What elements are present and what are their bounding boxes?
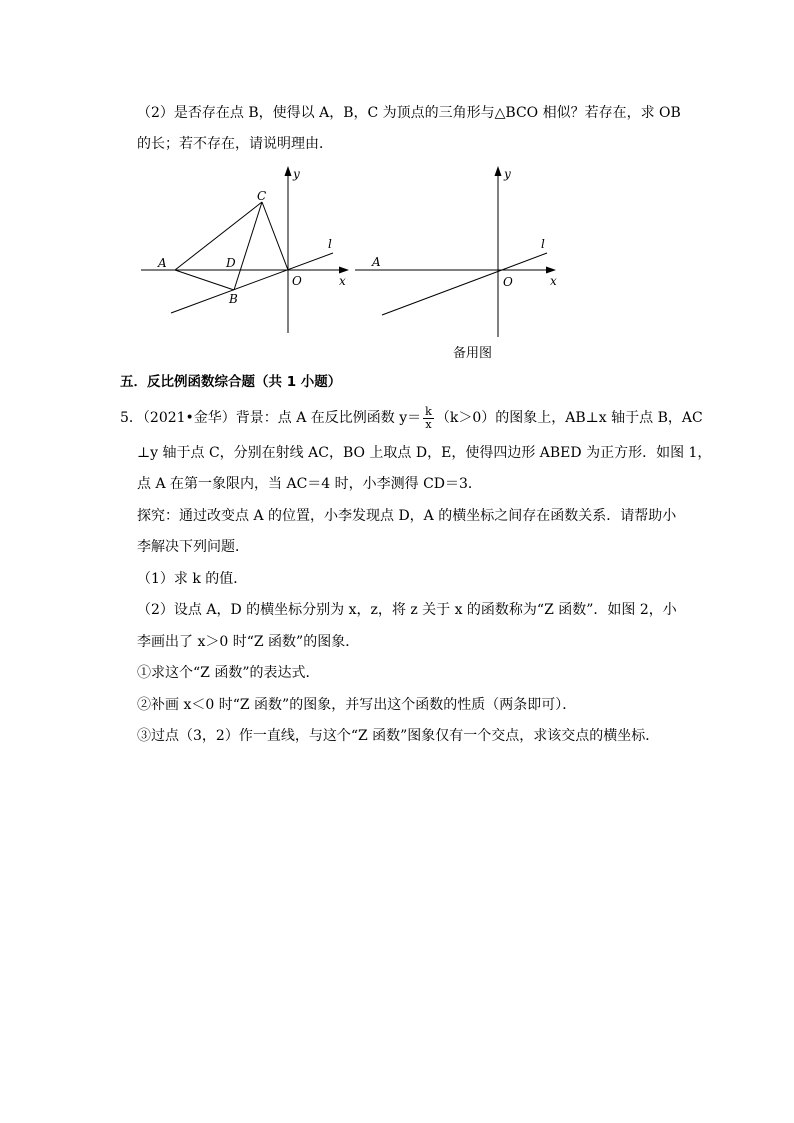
fig2-label-y: y <box>504 167 511 181</box>
q5-line1-pre: 5．（2021•金华）背景：点 A 在反比例函数 y＝ <box>120 410 422 426</box>
q5-line10: ②补画 x＜0 时“Z 函数”的图象，并写出这个函数的性质（两条即可）． <box>137 697 577 713</box>
fig1-label-O: O <box>292 274 302 288</box>
fig1-label-x: x <box>339 274 346 288</box>
fig1-label-y: y <box>293 167 300 181</box>
q5-line11: ③过点（3，2）作一直线，与这个“Z 函数”图象仅有一个交点，求该交点的横坐标． <box>137 728 660 744</box>
q5-fraction <box>423 406 434 431</box>
fig1-label-D: D <box>226 256 236 270</box>
q5-line9: ①求这个“Z 函数”的表达式． <box>137 665 320 681</box>
fig1-label-B: B <box>229 292 238 306</box>
section-5-title: 五．反比例函数综合题（共 1 小题） <box>120 374 342 390</box>
q4-part2-line2: 的长；若不存在，请说明理由． <box>137 136 333 152</box>
fig2-label-A: A <box>372 255 381 269</box>
q5-line3: 点 A 在第一象限内，当 AC＝4 时，小李测得 CD＝3． <box>137 476 482 492</box>
fig1-label-A: A <box>158 256 167 270</box>
fig1-label-l: l <box>328 237 332 251</box>
q5-line4: 探究：通过改变点 A 的位置，小李发现点 D，A 的横坐标之间存在函数关系．请帮助小 <box>137 508 677 524</box>
fig2-label-O: O <box>503 275 513 289</box>
q5-line8: 李画出了 x＞0 时“Z 函数”的图象． <box>137 634 360 650</box>
q5-line6: （1）求 k 的值． <box>137 571 248 587</box>
q5-line1 <box>120 405 703 431</box>
q4-part2-line1: （2）是否存在点 B，使得以 A，B，C 为顶点的三角形与△BCO 相似？若存在，求 OB <box>137 105 681 121</box>
fig2-x-arrow <box>546 267 556 274</box>
q5-fraction-numerator: k <box>425 404 432 418</box>
q5-line1-post: （k＞0）的图象上，AB⊥x 轴于点 B，AC <box>435 410 703 426</box>
fig2-line-l <box>382 253 547 315</box>
fig2-label-l: l <box>541 237 545 251</box>
q5-line7: （2）设点 A，D 的横坐标分别为 x，z，将 z 关于 x 的函数称为“Z 函数”．如图 2，小 <box>137 602 677 618</box>
fig1-label-C: C <box>257 189 267 203</box>
fig2-label-x: x <box>550 274 557 288</box>
fig2-y-arrow <box>495 166 502 176</box>
fig2-caption: 备用图 <box>453 346 493 361</box>
q5-line2: ⊥y 轴于点 C，分别在射线 AC，BO 上取点 D，E，使得四边形 ABED 为正方形．如图 1， <box>137 445 712 461</box>
q5-line5: 李解决下列问题． <box>137 539 249 555</box>
q5-fraction-denominator: x <box>425 417 432 431</box>
